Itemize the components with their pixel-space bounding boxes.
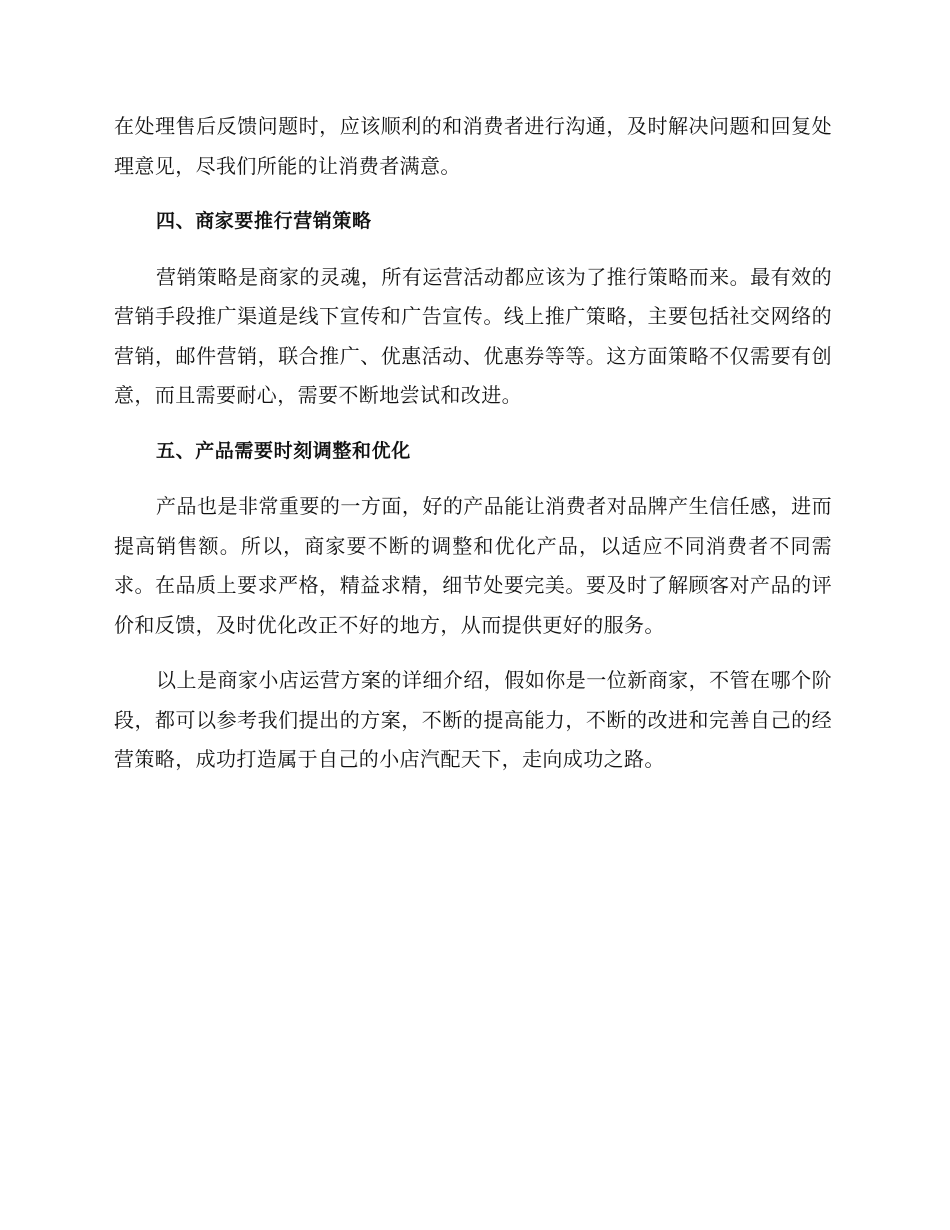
- section-heading-marketing: 四、商家要推行营销策略: [156, 210, 372, 232]
- document-body: [114, 107, 832, 796]
- paragraph-after-sales: 在处理售后反馈问题时，应该顺利的和消费者进行沟通，及时解决问题和回复处理意见，尽我们所能的让消费者满意。: [114, 114, 832, 178]
- paragraph-conclusion: 以上是商家小店运营方案的详细介绍，假如你是一位新商家，不管在哪个阶段，都可以参考我们提出的方案，不断的提高能力，不断的改进和完善自己的经营策略，成功打造属于自己的小店汽配天下，走向成功之路。: [114, 668, 832, 771]
- section-heading-product: 五、产品需要时刻调整和优化: [156, 439, 411, 462]
- paragraph-product: 产品也是非常重要的一方面，好的产品能让消费者对品牌产生信任感，进而提高销售额。所以，商家要不断的调整和优化产品，以适应不同消费者不同需求。在品质上要求严格，精益求精，细节处要完美。要及时了解顾客对产品的评价和反馈，及时优化改正不好的地方，从而提供更好的服务。: [114, 494, 832, 637]
- paragraph-marketing: 营销策略是商家的灵魂，所有运营活动都应该为了推行策略而来。最有效的营销手段推广渠道是线下宣传和广告宣传。线上推广策略，主要包括社交网络的营销，邮件营销，联合推广、优惠活动、优惠券等等。这方面策略不仅需要有创意，而且需要耐心，需要不断地尝试和改进。: [114, 264, 832, 407]
